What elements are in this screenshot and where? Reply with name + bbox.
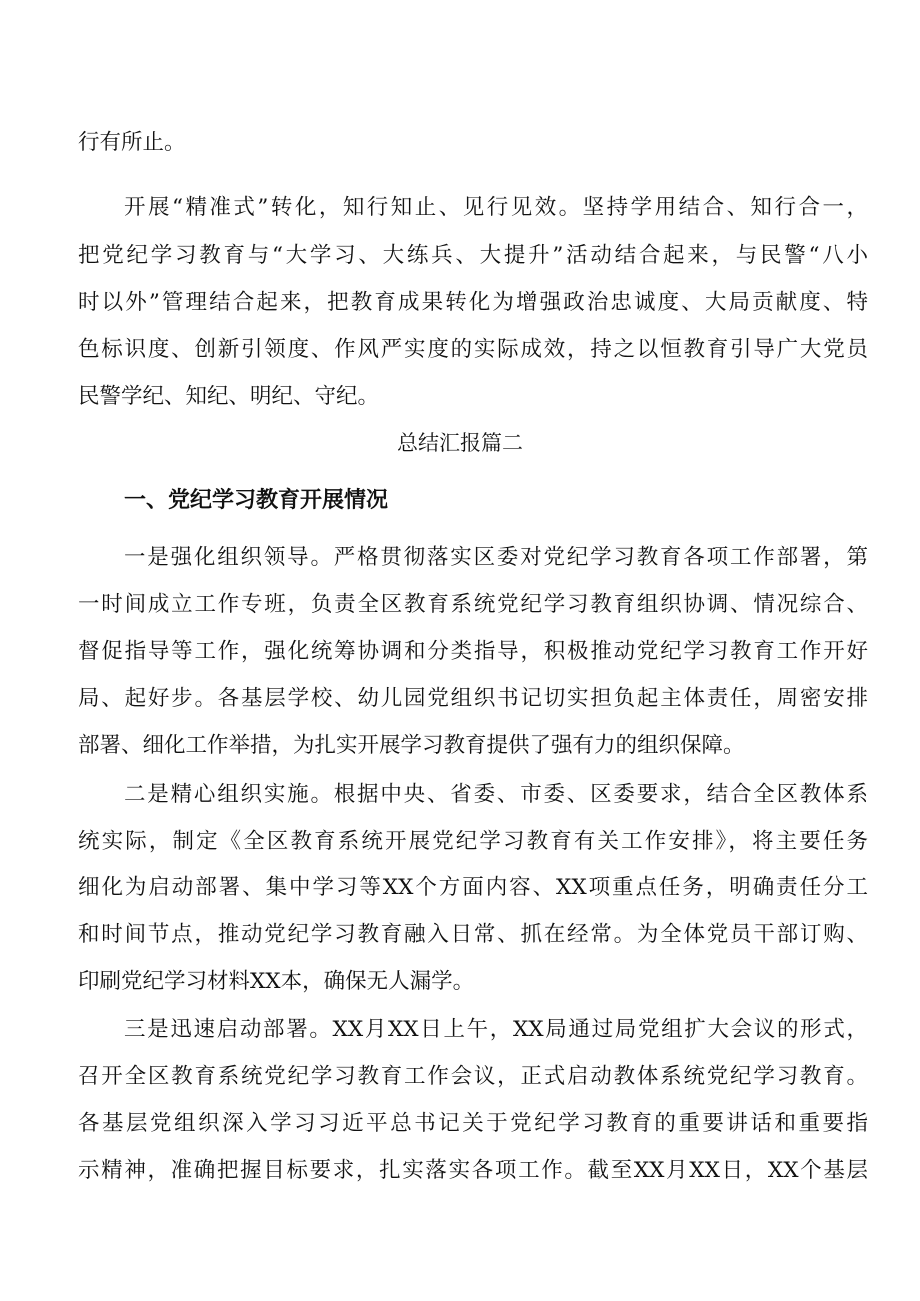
para3-line-1: 二是精心组织实施。根据中央、省委、市委、区委要求，结合全区教体系 <box>124 782 868 807</box>
para4-line-2: 召开全区教育系统党纪学习教育工作会议，正式启动教体系统党纪学习教育。 <box>78 1064 868 1089</box>
para3-line-5: 印刷党纪学习材料XX本，确保无人漏学。 <box>78 969 475 994</box>
para3-line-4: 和时间节点，推动党纪学习教育融入日常、抓在经常。为全体党员干部订购、 <box>78 922 868 947</box>
para1-line-1: 开展“精准式”转化，知行知止、见行见效。坚持学用结合、知行合一， <box>124 195 868 220</box>
para2-line-1: 一是强化组织领导。严格贯彻落实区委对党纪学习教育各项工作部署，第 <box>124 545 868 570</box>
section-title: 总结汇报篇二 <box>397 431 523 455</box>
para1-line-5: 民警学纪、知纪、明纪、守纪。 <box>78 384 380 409</box>
para3-line-3: 细化为启动部署、集中学习等XX个方面内容、XX项重点任务，明确责任分工 <box>78 875 868 900</box>
section-heading: 一、党纪学习教育开展情况 <box>124 488 389 513</box>
para1-line-2: 把党纪学习教育与“大学习、大练兵、大提升”活动结合起来，与民警“八小 <box>78 243 868 268</box>
para2-line-3: 督促指导等工作，强化统筹协调和分类指导，积极推动党纪学习教育工作开好 <box>78 639 868 664</box>
para2-line-4: 局、起好步。各基层学校、幼儿园党组织书记切实担负起主体责任，周密安排 <box>78 686 868 711</box>
para4-line-1: 三是迅速启动部署。XX月XX日上午，XX局通过局党组扩大会议的形式， <box>124 1017 868 1042</box>
para1-line-3: 时以外”管理结合起来，把教育成果转化为增强政治忠诚度、大局贡献度、特 <box>78 290 868 315</box>
para2-line-2: 一时间成立工作专班，负责全区教育系统党纪学习教育组织协调、情况综合、 <box>78 592 868 617</box>
para2-line-5: 部署、细化工作举措，为扎实开展学习教育提供了强有力的组织保障。 <box>78 733 745 758</box>
para1-line-4: 色标识度、创新引领度、作风严实度的实际成效，持之以恒教育引导广大党员 <box>78 337 868 362</box>
para4-line-4: 示精神，准确把握目标要求，扎实落实各项工作。截至XX月XX日，XX个基层 <box>78 1158 868 1183</box>
intro-tail-line: 行有所止。 <box>78 130 186 155</box>
para4-line-3: 各基层党组织深入学习习近平总书记关于党纪学习教育的重要讲话和重要指 <box>78 1111 868 1136</box>
para3-line-2: 统实际，制定《全区教育系统开展党纪学习教育有关工作安排》，将主要任务 <box>78 829 868 854</box>
